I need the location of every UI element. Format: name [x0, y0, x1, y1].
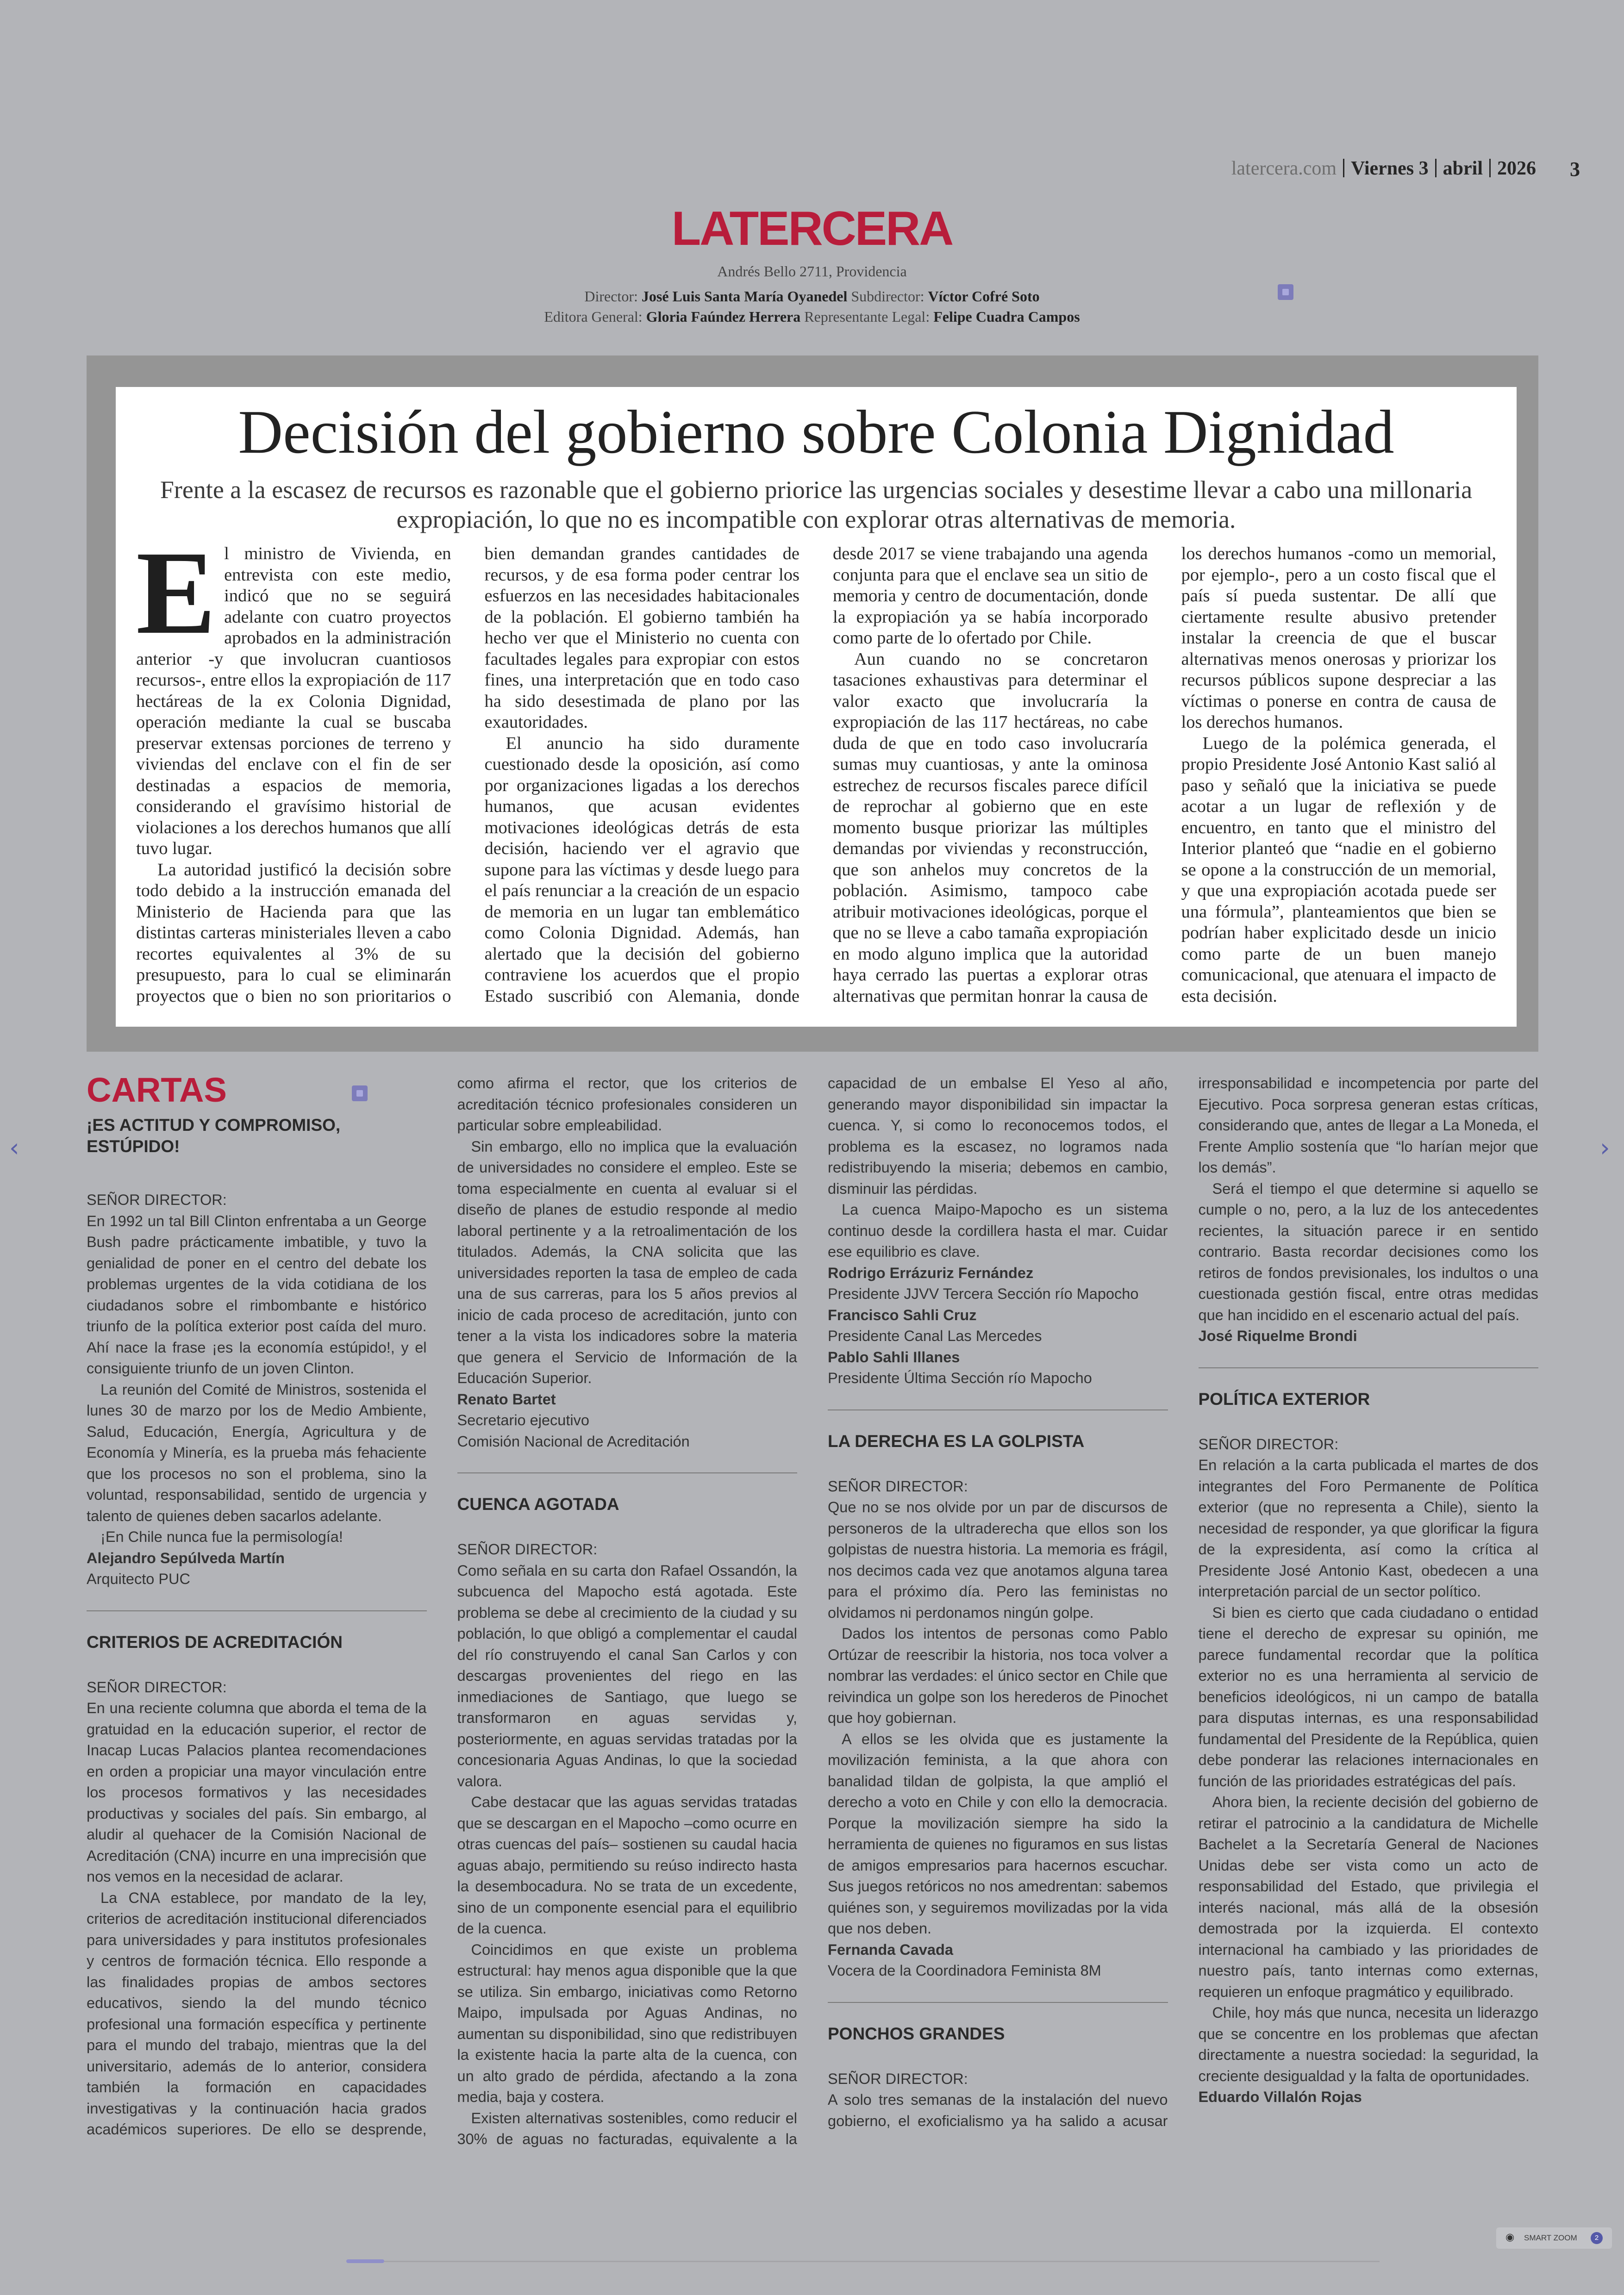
- letter-signer: Fernanda Cavada: [828, 1941, 953, 1958]
- letter-paragraph: Será el tiempo el que determine si aquello se cumple o no, pero, a la luz de los antecedentes recientes, la situación parece ir en sentido contrario. Basta recordar decisiones como los retiros de fondos previsionales, los indultos o una cuestionada gestión fiscal, entre otras medidas que han incidido en el escenario actual del país.: [1198, 1180, 1538, 1323]
- letter-greeting: SEÑOR DIRECTOR:: [457, 1541, 598, 1558]
- editorial-paragraph: El anuncio ha sido duramente cuestionado desde la oposición, así como por organizaciones ligadas a los derechos humanos, que acusan evidentes motivaciones ideológicas detrás de esta decisión, haciendo ver el agravio que supone para las víctimas y desde luego para el país renunciar a la creación de un espacio de memoria en un lugar tan emblemático como Colonia Dignidad. Además, han alertado que la decisión del gobierno contraviene los acuerdos que el propio Estado suscribió con Alemania, donde desde 2017 se viene trabajando una agenda conjunta para que el enclave sea un sitio de memoria y centro de documentación, donde la expropiación ya se había incorporado como parte de lo ofertado por Chile.: [484, 544, 1148, 1006]
- smart-zoom-badge: 2: [1591, 2232, 1603, 2244]
- letter-signer-role: Presidente Canal Las Mercedes: [828, 1328, 1042, 1344]
- letter-title: ¡ES ACTITUD Y COMPROMISO, ESTÚPIDO!: [87, 1116, 341, 1156]
- letter-paragraph: Que no se nos olvide por un par de discursos de personeros de la ultraderecha que ellos son los golpistas de nuestra historia. La memoria es frágil, nos decimos cada vez que anotamos alguna tarea para el próximo día. Pero las feministas no olvidamos ni perdonamos ningún golpe.: [828, 1499, 1168, 1621]
- smart-zoom-label: SMART ZOOM: [1524, 2233, 1577, 2242]
- letter-greeting: SEÑOR DIRECTOR:: [87, 1191, 227, 1208]
- letter-signer: José Riquelme Brondi: [1198, 1328, 1357, 1344]
- article-hotspot-icon[interactable]: [1278, 284, 1293, 300]
- letter-paragraph: Chile, hoy más que nunca, necesita un liderazgo que se concentre en los problemas que afectan directamente a nuestra sociedad: la seguridad, la creciente desigualdad y la falta de oportunidades.: [1198, 2004, 1538, 2084]
- letter-title: POLÍTICA EXTERIOR: [1198, 1389, 1370, 1409]
- chevron-right-icon[interactable]: ›: [1600, 1133, 1610, 1162]
- letter-title: CRITERIOS DE ACREDITACIÓN: [87, 1632, 343, 1652]
- letter-signer-role: Arquitecto PUC: [87, 1571, 190, 1587]
- letter-title: CUENCA AGOTADA: [457, 1495, 619, 1514]
- letter-greeting: SEÑOR DIRECTOR:: [1198, 1435, 1339, 1453]
- divider: [1489, 159, 1491, 177]
- letter-greeting: SEÑOR DIRECTOR:: [828, 2070, 968, 2087]
- letter-title: LA DERECHA ES LA GOLPISTA: [828, 1431, 1085, 1451]
- letter-title: PONCHOS GRANDES: [828, 2024, 1005, 2043]
- page-scrollbar-track[interactable]: [384, 2261, 1380, 2262]
- letter-paragraph: Como señala en su carta don Rafael Ossandón, la subcuenca del Mapocho está agotada. Este problema se debe al crecimiento de la ciudad y su población, lo que obligó a complementar el caudal del río construyendo el canal San Carlos y con descargas provenientes del riego en las inmediaciones de Santiago, que luego se transformaron en aguas servidas y, posteriormente, en aguas servidas tratadas por la concesionaria Aguas Andinas, lo que la sociedad valora.: [457, 1562, 797, 1790]
- editorial-deck: Frente a la escasez de recursos es razonable que el gobierno priorice las urgencias sociales y desestime llevar a cabo una millonaria expropiación, lo que no es incompatible con explorar otras alternativas de memoria.: [160, 476, 1473, 533]
- director-label: Director:: [584, 288, 638, 305]
- divider: [457, 1472, 798, 1473]
- editorial-body: [136, 526, 1496, 1020]
- dateline: [1231, 157, 1536, 180]
- legal-label: Representante Legal:: [804, 308, 930, 325]
- address: Andrés Bello 2711, Providencia: [717, 263, 907, 280]
- divider: [1343, 159, 1344, 177]
- subdirector-label: Subdirector:: [851, 288, 924, 305]
- letter-paragraph: Coincidimos en que existe un problema estructural: hay menos agua disponible que la que se utiliza. Sin embargo, iniciativas como Retorno Maipo, impulsada por Aguas Andinas, no aumentan su disponibilidad, sino que redistribuyen la existente hacia la parte alta de la cuenca, con un alto grado de pérdida, afectando a la zona media, baja y costera.: [457, 1941, 797, 2105]
- site-name: latercera.com: [1231, 158, 1337, 179]
- letter-signer: Francisco Sahli Cruz: [828, 1306, 977, 1323]
- letter-paragraph: La reunión del Comité de Ministros, sostenida el lunes 30 de marzo por los de Medio Ambiente, Salud, Educación, Energía, Agricultura y de Economía y Minería, es la prueba más fehaciente que los procesos no son el problema, sino la voluntad, responsabilidad, sentido de urgencia y talento de quienes deben sacarlos adelante.: [87, 1381, 427, 1524]
- letter-paragraph: En 1992 un tal Bill Clinton enfrentaba a un George Bush padre prácticamente imbatible, y tuvo la genialidad de poner en el centro del debate los problemas urgentes de la vida cotidiana de los ciudadanos sobre el rimbombante e histórico triunfo de la política exterior post caída del muro. Ahí nace la frase ¡es la economía estúpido!, y el consiguiente triunfo de un joven Clinton.: [87, 1212, 427, 1377]
- editorial-title: Decisión del gobierno sobre Colonia Dignidad: [238, 398, 1394, 466]
- divider: [828, 2002, 1168, 2003]
- letter-paragraph: La cuenca Maipo-Mapocho es un sistema continuo desde la cordillera hasta el mar. Cuidar ese equilibrio es clave.: [828, 1201, 1168, 1260]
- letter-signer-role: Secretario ejecutivo: [457, 1412, 589, 1428]
- letter-signer: Renato Bartet: [457, 1391, 556, 1408]
- letter-signer-role: Vocera de la Coordinadora Feminista 8M: [828, 1962, 1101, 1979]
- letter-paragraph: A ellos se les olvida que es justamente la movilización feminista, a la que ahora con banalidad tildan de golpista, la que amplió el derecho a voto en Chile y con ello la democracia. Porque la movilización siempre ha sido la herramienta de quienes no figuramos en sus listas de amigos empresarios para hacernos escuchar. Sus juegos retóricos no nos amedrentan: sabemos quiénes son, y seguiremos movilizadas por la vida que nos deben.: [828, 1730, 1168, 1937]
- legal-name: Felipe Cuadra Campos: [933, 308, 1080, 325]
- editorial-paragraph: Luego de la polémica generada, el propio Presidente José Antonio Kast salió al paso y señaló que la iniciativa se puede acotar a un lugar de reflexión y de encuentro, en tanto que el ministro del Interior planteó que “nadie en el gobierno se opone a la construcción de un memorial, y que una expropiación acotada puede ser una fórmula”, planteamientos que bien se podrían haber explicitado desde un inicio como parte de un buen manejo comunicacional, que atenuara el impacto de esta decisión.: [1181, 733, 1496, 1006]
- letter-signer: Rodrigo Errázuriz Fernández: [828, 1264, 1034, 1281]
- section-title: CARTAS: [87, 1071, 227, 1109]
- editorial-paragraph: Aun cuando no se concretaron tasaciones exhaustivas para determinar el valor exacto que involucraría la expropiación de las 117 hectáreas, no cabe duda de que en todo caso involucraría sumas muy cuantiosas, y ante la ominosa estrechez de recursos fiscales parece difícil de reprochar al gobierno que en este momento busque priorizar las múltiples demandas por viviendas y reconstrucción, que son anhelos muy concretos de la población. Asimismo, tampoco cabe atribuir motivaciones ideológicas, porque el que no se lleve a cabo tamaña expropiación en modo alguno implica que la autoridad haya cerrado las puertas a explorar otras alternativas que permitan honrar la causa de los derechos humanos -como un memorial, por ejemplo-, pero a un costo fiscal que el país sí pueda sustentar. De allí que ciertamente resulte abusivo pretender instalar la creencia de que el buscar alternativas menos onerosas y priorizar los recursos públicos supone despreciar a las víctimas o ponerse en contra de causa de los derechos humanos.: [833, 544, 1496, 1006]
- letter-paragraph: Sin embargo, ello no implica que la evaluación de universidades no considere el empleo. Este se toma especialmente en cuenta al evaluar si el diseño de planes de estudio responde al medio laboral pertinente y a la retroalimentación de los titulados. Además, la CNA solicita que las universidades reporten la tasa de empleo de cada una de sus carreras, para los 5 años previos al inicio de cada proceso de acreditación, junto con tener a la vista los indicadores sobre la materia que genera el Servicio de Información de la Educación Superior.: [457, 1138, 797, 1386]
- editorial-paragraph: La autoridad justificó la decisión sobre todo debido a la instrucción emanada del Ministerio de Hacienda para que las distintas carteras ministeriales lleven a cabo recortes equivalentes al 3% de su presupuesto, para lo cual se eliminarán proyectos que o bien no son prioritarios o bien demandan grandes cantidades de recursos, y de esa forma poder centrar los esfuerzos en las necesidades habitacionales de la población. El gobierno también ha hecho ver que el Ministerio no cuenta con facultades legales para expropiar con estos fines, una interpretación que en todo caso ha sido desestimada de plano por las exautoridades.: [136, 544, 800, 1006]
- letter-signer: Alejandro Sepúlveda Martín: [87, 1549, 285, 1566]
- letter-greeting: SEÑOR DIRECTOR:: [87, 1678, 227, 1696]
- letters-section: [87, 1073, 1538, 2152]
- letter-signer-role: Comisión Nacional de Acreditación: [457, 1433, 690, 1450]
- divider: [87, 1610, 427, 1611]
- date-weekday: Viernes 3: [1351, 158, 1429, 179]
- editor-name: Gloria Faúndez Herrera: [646, 308, 801, 325]
- eye-icon: ◉: [1505, 2232, 1515, 2243]
- editorial-paragraph: El ministro de Vivienda, en entrevista con este medio, indicó que no se seguirá adelante con cuatro proyectos aprobados en la administración anterior -y que involucran cuantiosos recursos-, entre ellos la expropiación de 117 hectáreas de la ex Colonia Dignidad, operación mediante la cual se buscaba preservar extensas porciones de terreno y viviendas del enclave con el fin de ser destinadas a espacios de memoria, considerando el gravísimo historial de violaciones a los derechos humanos que allí tuvo lugar.: [136, 526, 451, 858]
- divider: [1199, 1367, 1539, 1368]
- letter-signer-role: Presidente JJVV Tercera Sección río Mapocho: [828, 1285, 1139, 1302]
- letter-signer-role: Presidente Última Sección río Mapocho: [828, 1370, 1092, 1386]
- page-number: 3: [1570, 158, 1580, 181]
- letter-paragraph: Existen alternativas sostenibles, como reducir el 30% de aguas no facturadas, equivalente a la capacidad de un embalse El Yeso al año, generando mayor disponibilidad sin impactar la cuenca. Y, si como lo reconocemos todos, el problema es la escasez, no logramos nada redistribuyendo la miseria; debemos en cambio, disminuir las pérdidas.: [457, 1075, 1168, 2147]
- letter-signer: Pablo Sahli Illanes: [828, 1348, 960, 1366]
- letter-paragraph: En una reciente columna que aborda el tema de la gratuidad en la educación superior, el rector de Inacap Lucas Palacios plantea recomendaciones en orden a propiciar una mayor vinculación entre los procesos formativos y las necesidades productivas y sociales del país. Sin embargo, al aludir al quehacer de la Comisión Nacional de Acreditación (CNA) incurre en una imprecisión que nos vemos en la necesidad de aclarar.: [87, 1700, 427, 1885]
- subdirector-name: Víctor Cofré Soto: [928, 288, 1040, 305]
- letter-greeting: SEÑOR DIRECTOR:: [828, 1478, 968, 1495]
- letter-paragraph: Ahora bien, la reciente decisión del gobierno de retirar el patrocinio a la candidatura de Michelle Bachelet a la Secretaría General de Naciones Unidas debe ser vista como un acto de responsabilidad del Estado, que privilegia el interés nacional, más allá de la obsesión demostrada por la izquierda. El contexto internacional ha cambiado y las prioridades de nuestro país, tanto internas como externas, requieren un enfoque pragmático y equilibrado.: [1198, 1794, 1538, 2000]
- divider: [828, 1409, 1168, 1410]
- date-year: 2026: [1497, 158, 1536, 179]
- divider: [1435, 159, 1437, 177]
- letter-paragraph: ¡En Chile nunca fue la permisología!: [100, 1528, 343, 1545]
- letter-signer: Eduardo Villalón Rojas: [1198, 2089, 1362, 2105]
- smart-zoom-button[interactable]: [1496, 2227, 1612, 2249]
- letter-paragraph: A solo tres semanas de la instalación del nuevo gobierno, el exoficialismo ya ha salido a acusar irresponsabilidad e incompetencia por parte del Ejecutivo. Poca sorpresa generan estas críticas, considerando que, antes de llegar a La Moneda, el Frente Amplio sostenía que “lo harían mejor que los demás”.: [828, 1075, 1538, 2129]
- editor-label: Editora General:: [544, 308, 643, 325]
- editorial-article[interactable]: [116, 387, 1517, 1027]
- date-month: abril: [1443, 158, 1483, 179]
- letter-paragraph: La CNA establece, por mandato de la ley, criterios de acreditación institucional diferenciados para universidades y para institutos profesionales y centros de formación técnica. Ello responde a las finalidades propias de ambos sectores educativos, siendo la del mundo técnico profesional una formación específica y pertinente para el mundo del trabajo, mientras que la del universitario, además de lo anterior, considera también la formación en capacidades investigativas y la continuación hacia grados académicos superiores. De ello se desprende, como afirma el rector, que los criterios de acreditación técnico profesionales consideren un particular sobre empleabilidad.: [87, 1075, 797, 2138]
- letter-paragraph: Dados los intentos de personas como Pablo Ortúzar de reescribir la historia, nos toca volver a nombrar las verdades: el único sector en Chile que reivindica un golpe son los herederos de Pinochet que hoy gobiernan.: [828, 1625, 1168, 1726]
- letter-paragraph: Si bien es cierto que cada ciudadano o entidad tiene el derecho de expresar su opinión, me parece fundamental recordar que la política exterior no es una herramienta al servicio de beneficios ideológicos, ni un campo de batalla para disputas internas, es una responsabilidad fundamental del Presidente de la República, quien debe ponderar las relaciones internacionales en función de las prioridades estratégicas del país.: [1198, 1604, 1538, 1790]
- page-scrollbar-thumb[interactable]: [346, 2259, 384, 2263]
- letter-paragraph: En relación a la carta publicada el martes de dos integrantes del Foro Permanente de Política exterior (que no representa a Chile), siento la necesidad de responder, ya que glorificar la figura de la expresidenta, así como la crítica al Presidente José Antonio Kast, obedecen a una interpretación parcial de un sector político.: [1198, 1457, 1538, 1600]
- masthead-logo: LATERCERA: [671, 202, 953, 256]
- drop-cap: E: [136, 526, 216, 659]
- staff-credits: [0, 286, 1624, 327]
- chevron-left-icon[interactable]: ‹: [9, 1133, 19, 1162]
- director-name: José Luis Santa María Oyanedel: [641, 288, 848, 305]
- letter-paragraph: Cabe destacar que las aguas servidas tratadas que se descargan en el Mapocho –como ocurre en otras cuencas del país– sostienen su caudal hacia aguas abajo, permitiendo su reúso indirecto hasta la desembocadura. No se trata de un excedente, sino de un componente esencial para el equilibrio de la cuenca.: [457, 1794, 797, 1937]
